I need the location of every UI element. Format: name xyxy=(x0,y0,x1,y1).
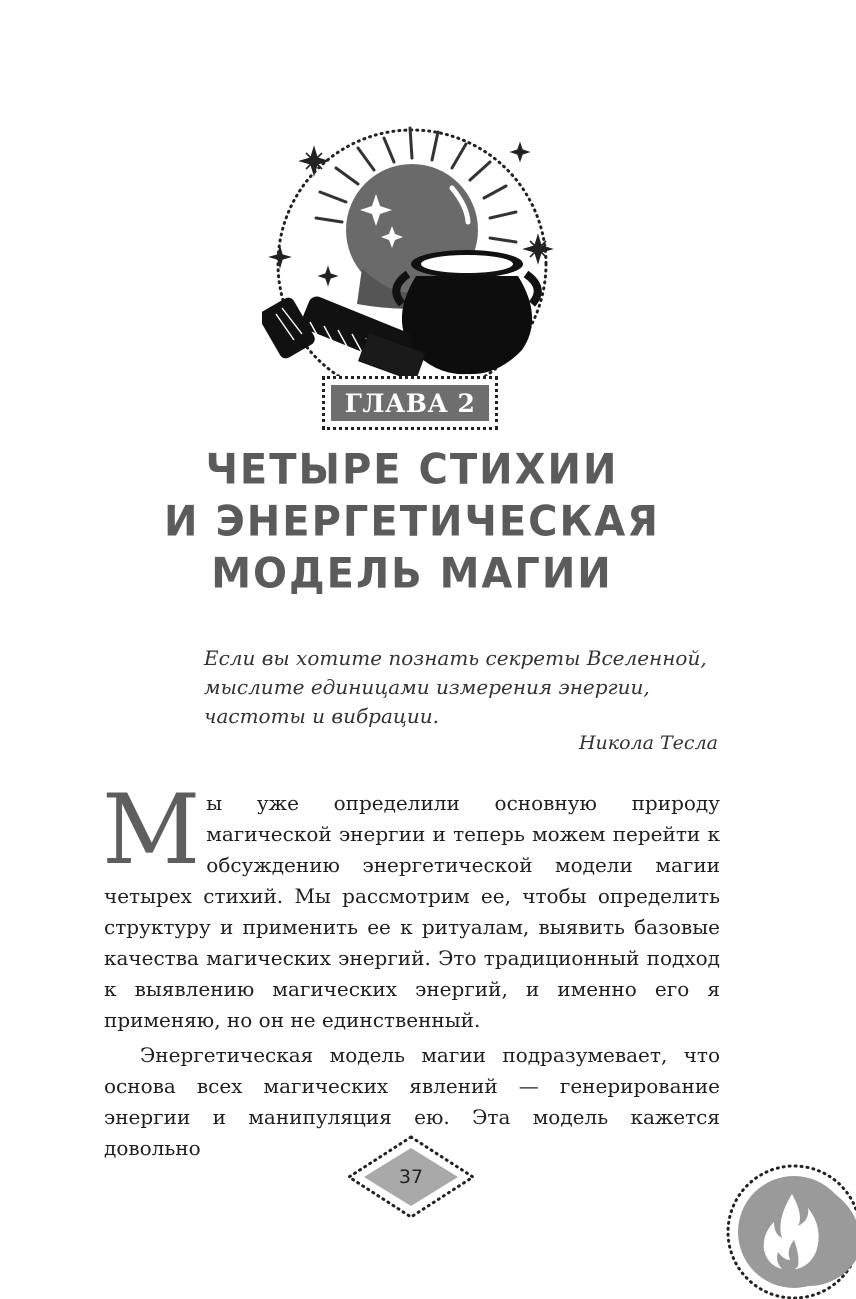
page-number: 37 xyxy=(398,1166,424,1188)
title-line: МОДЕЛЬ МАГИИ xyxy=(211,549,613,599)
paragraph xyxy=(102,774,720,1036)
epigraph-line: мыслите единицами измерения энергии, xyxy=(204,675,650,699)
paragraph: Энергетическая модель магии подразумевает, что основа всех магических явлений — генерирование энергии и манипуляция ею. Эта модель кажется довольно xyxy=(104,1043,720,1160)
corner-element-badge xyxy=(724,1160,856,1299)
page-number-badge xyxy=(346,1134,476,1220)
epigraph-line: частоты и вибрации. xyxy=(204,704,439,728)
chapter-label: ГЛАВА 2 xyxy=(331,385,489,421)
drop-cap: М xyxy=(102,774,201,886)
epigraph-author: Никола Тесла xyxy=(578,732,718,754)
title-line: ЧЕТЫРЕ СТИХИИ xyxy=(205,445,619,495)
paragraph-text: ы уже определили основную природу магической энергии и теперь можем перейти к обсуждению энергетической модели магии четырех стихий. Мы рассмотрим ее, чтобы определить структуру и применить ее к ритуалам, выявить базовые качества магических энергий. Это традиционный подход к выявлению магических энергий, и именно его я применяю, но он не единственный. xyxy=(104,791,720,1032)
chapter-illustration xyxy=(262,118,562,398)
epigraph-line: Если вы хотите познать секреты Вселенной, xyxy=(204,646,707,670)
title-line: И ЭНЕРГЕТИЧЕСКАЯ xyxy=(164,497,660,547)
body-text xyxy=(102,774,720,1164)
chapter-title xyxy=(100,444,724,600)
epigraph-quote xyxy=(204,644,724,731)
chapter-label-box xyxy=(322,376,498,430)
